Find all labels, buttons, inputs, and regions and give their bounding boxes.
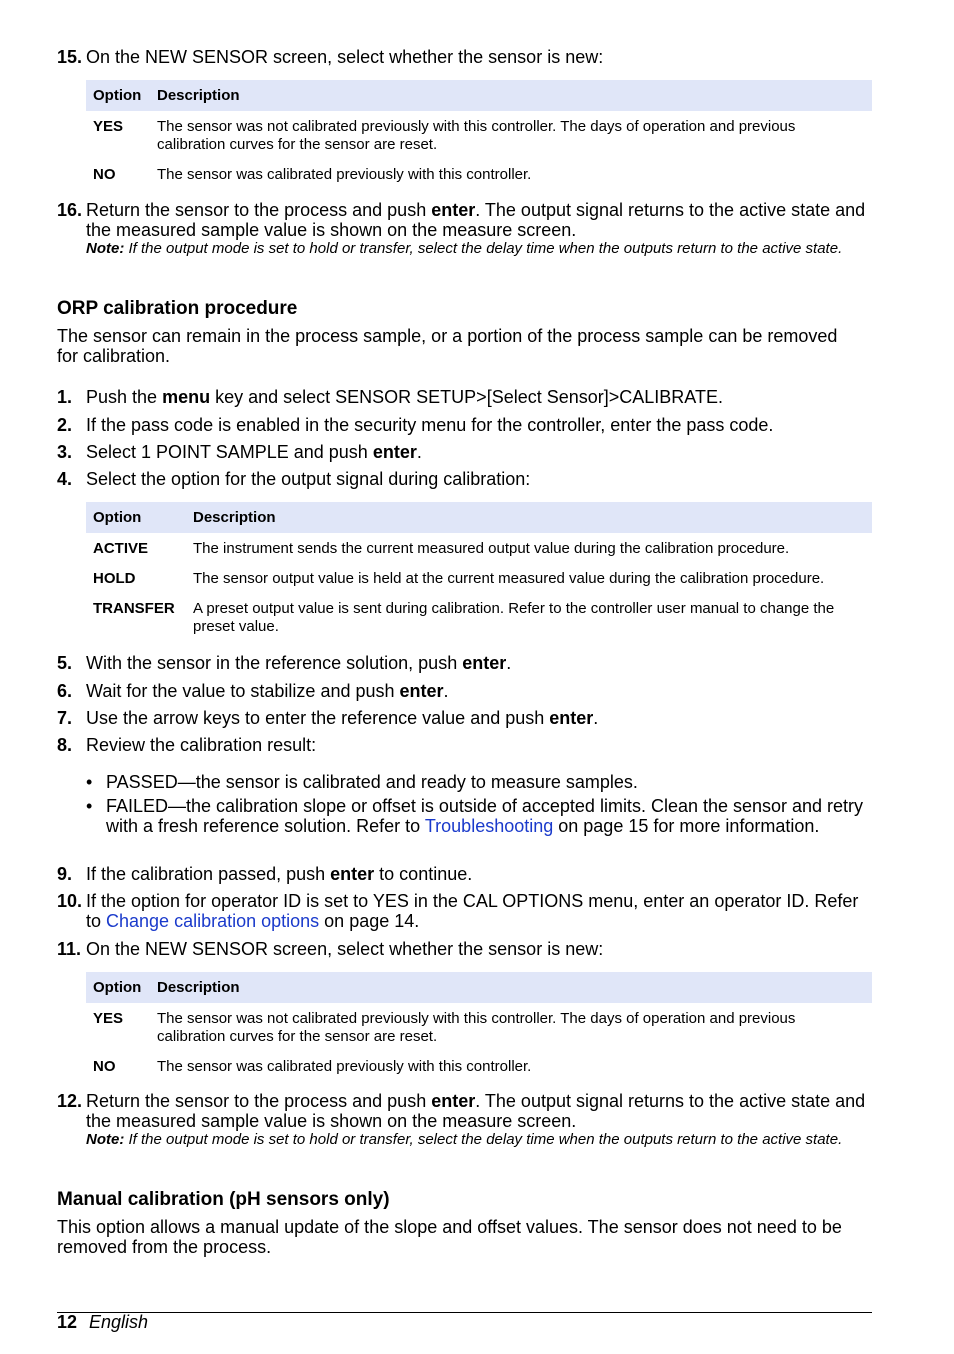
option-cell: NO — [93, 166, 116, 183]
step-number: 6. — [57, 681, 73, 701]
table-row — [86, 1052, 872, 1082]
text-run: Return the sensor to the process and push — [86, 1091, 432, 1111]
text-run: . The output signal returns to the active state and the measured sample value is shown on the measure screen. — [86, 200, 866, 240]
description-cell: A preset output value is sent during calibration. Refer to the controller user manual to change the preset value. — [193, 600, 835, 635]
key-name: menu — [162, 387, 211, 407]
table-row — [86, 533, 872, 564]
text-run: . — [443, 681, 449, 701]
text-run: FAILED—the calibration slope or offset is outside of accepted limits. Clean the sensor and retry with a fresh reference solution. Refer to — [106, 796, 864, 836]
option-cell: HOLD — [93, 570, 136, 587]
option-cell: TRANSFER — [93, 600, 175, 617]
option-cell: NO — [93, 1058, 116, 1075]
option-cell: YES — [93, 1010, 124, 1027]
key-name: enter — [330, 864, 375, 884]
key-name: enter — [372, 442, 417, 462]
text-run: . — [416, 442, 422, 462]
text-run: Use the arrow keys to enter the reference value and push — [86, 708, 550, 728]
note-label: Note: — [86, 240, 125, 257]
bullet-marker: • — [86, 796, 93, 816]
table-header-description: Description — [186, 502, 872, 533]
link-change-calibration-options[interactable]: Change calibration options — [106, 911, 320, 931]
step-number: 7. — [57, 708, 73, 728]
note-text: If the output mode is set to hold or transfer, select the delay time when the outputs return to the active state. — [124, 1131, 843, 1148]
step-number: 3. — [57, 442, 73, 462]
options-table-new-sensor — [86, 972, 872, 1082]
step-text: Select the option for the output signal during calibration: — [86, 469, 531, 489]
section-intro: The sensor can remain in the process sample, or a portion of the process sample can be removed for calibration. — [57, 326, 838, 366]
text-run: Wait for the value to stabilize and push — [86, 681, 400, 701]
step-text — [86, 653, 876, 673]
step-text — [86, 681, 876, 701]
text-run: Push the — [86, 387, 163, 407]
description-cell: The sensor output value is held at the current measured value during the calibration procedure. — [193, 570, 825, 587]
footer-rule — [57, 1312, 872, 1313]
step-text — [86, 708, 876, 728]
step-number: 1. — [57, 387, 73, 407]
table-header-option: Option — [86, 972, 150, 1003]
step-number: 12. — [57, 1091, 83, 1111]
options-table-output-signal — [86, 502, 872, 642]
table-row — [86, 594, 872, 642]
step-number: 15. — [57, 47, 83, 67]
step-number: 16. — [57, 200, 83, 220]
table-header-option: Option — [86, 502, 186, 533]
footer-language: English — [89, 1312, 149, 1332]
table-header-description: Description — [150, 972, 872, 1003]
section-heading-orp: ORP calibration procedure — [57, 298, 298, 319]
step-text — [86, 200, 876, 258]
step-text: On the NEW SENSOR screen, select whether the sensor is new: — [86, 47, 604, 67]
table-header-option: Option — [86, 80, 150, 111]
step-text — [86, 387, 876, 407]
note — [86, 240, 876, 258]
step-text — [86, 442, 876, 462]
text-run: . — [506, 653, 512, 673]
step-number: 4. — [57, 469, 73, 489]
text-run: Select 1 POINT SAMPLE and push — [86, 442, 373, 462]
text-run: With the sensor in the reference solution, push — [86, 653, 463, 673]
text-run: key and select SENSOR SETUP>[Select Sensor]>CALIBRATE. — [210, 387, 723, 407]
key-name: enter — [462, 653, 507, 673]
note-label: Note: — [86, 1131, 125, 1148]
option-cell: ACTIVE — [93, 540, 149, 557]
table-header-description: Description — [150, 80, 872, 111]
description-cell: The instrument sends the current measured output value during the calibration procedure. — [193, 540, 790, 557]
step-text: If the pass code is enabled in the security menu for the controller, enter the pass code. — [86, 415, 774, 435]
text-run: . — [593, 708, 599, 728]
section-intro: This option allows a manual update of the slope and offset values. The sensor does not need to be removed from the process. — [57, 1217, 842, 1257]
text-run: on page 15 for more information. — [553, 816, 820, 836]
step-text — [86, 891, 876, 931]
key-name: enter — [399, 681, 444, 701]
text-run: Return the sensor to the process and push — [86, 200, 432, 220]
note — [86, 1131, 876, 1149]
text-run: . The output signal returns to the active state and the measured sample value is shown on the measure screen. — [86, 1091, 866, 1131]
options-table-new-sensor — [86, 80, 872, 190]
step-text — [86, 864, 876, 884]
table-row — [86, 1003, 872, 1052]
text-run: If the option for operator ID is set to YES in the CAL OPTIONS menu, enter an operator ID. Refer to — [86, 891, 859, 931]
description-cell: The sensor was not calibrated previously with this controller. The days of operation and previous calibration curves for the sensor are reset. — [157, 1010, 796, 1045]
table-row — [86, 111, 872, 160]
text-run: If the calibration passed, push — [86, 864, 331, 884]
table-row — [86, 160, 872, 190]
key-name: enter — [431, 1091, 476, 1111]
list-item — [106, 796, 866, 836]
text-run: to continue. — [374, 864, 473, 884]
step-number: 10. — [57, 891, 83, 911]
step-text: On the NEW SENSOR screen, select whether the sensor is new: — [86, 939, 604, 959]
link-troubleshooting[interactable]: Troubleshooting — [424, 816, 554, 836]
step-text: Review the calibration result: — [86, 735, 317, 755]
step-text — [86, 1091, 876, 1149]
option-cell: YES — [93, 118, 124, 135]
bullet-marker: • — [86, 772, 93, 792]
description-cell: The sensor was calibrated previously with this controller. — [157, 1058, 532, 1075]
description-cell: The sensor was calibrated previously with this controller. — [157, 166, 532, 183]
page-number: 12 — [57, 1312, 78, 1332]
step-number: 2. — [57, 415, 73, 435]
step-number: 9. — [57, 864, 73, 884]
step-number: 11. — [57, 939, 82, 959]
table-row — [86, 564, 872, 594]
note-text: If the output mode is set to hold or transfer, select the delay time when the outputs return to the active state. — [124, 240, 843, 257]
section-heading-manual: Manual calibration (pH sensors only) — [57, 1189, 390, 1210]
key-name: enter — [549, 708, 594, 728]
key-name: enter — [431, 200, 476, 220]
step-number: 5. — [57, 653, 73, 673]
footer — [57, 1312, 148, 1332]
text-run: on page 14. — [319, 911, 420, 931]
list-item: PASSED—the sensor is calibrated and ready to measure samples. — [106, 772, 638, 792]
description-cell: The sensor was not calibrated previously with this controller. The days of operation and previous calibration curves for the sensor are reset. — [157, 118, 796, 153]
step-number: 8. — [57, 735, 73, 755]
